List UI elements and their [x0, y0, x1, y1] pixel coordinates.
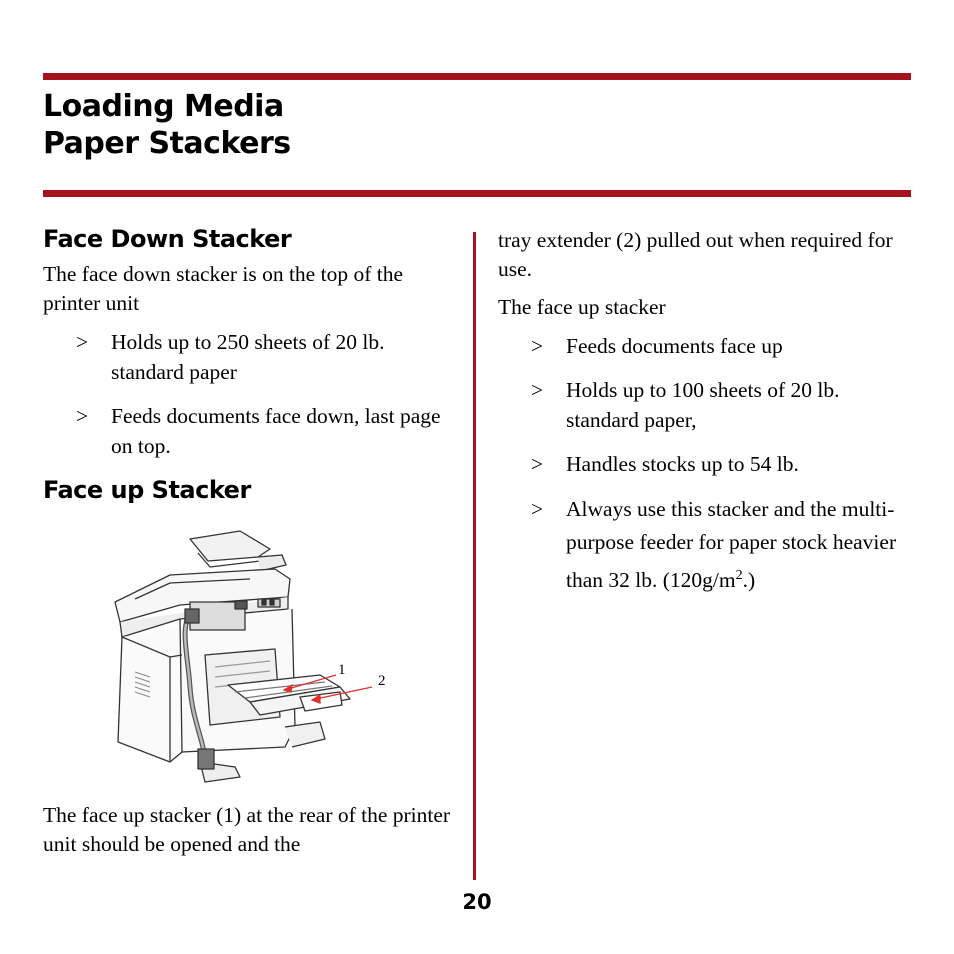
face-up-description: The face up stacker (1) at the rear of the printer unit should be opened and the [43, 803, 451, 856]
bullet-text-end: .) [742, 568, 756, 593]
bullet-text: Feeds documents face down, last page on top. [111, 404, 441, 458]
list-item [43, 401, 453, 461]
face-up-intro: The face up stacker [498, 295, 666, 319]
right-column [498, 226, 898, 597]
printer-illustration [110, 527, 400, 785]
column-divider [473, 232, 476, 880]
bullet-text: Feeds documents face up [566, 334, 783, 358]
bullet-mark: > [531, 452, 544, 476]
title-line-2: Paper Stackers [43, 126, 291, 161]
list-item [498, 331, 898, 361]
bullet-text: Always use this stacker and the multi-purpose feeder for paper stock heavier than 32 lb. (120g/m [566, 497, 897, 593]
bullet-mark: > [531, 378, 544, 402]
callout-2: 2 [378, 673, 386, 689]
header-bottom-rule [43, 190, 911, 197]
face-down-intro: The face down stacker is on the top of the printer unit [43, 262, 403, 315]
callout-1: 1 [338, 662, 346, 678]
bullet-text: Handles stocks up to 54 lb. [566, 452, 799, 476]
list-item [498, 375, 898, 435]
continuation-text: tray extender (2) pulled out when required for use. [498, 228, 893, 281]
face-down-heading: Face Down Stacker [43, 225, 292, 253]
header-top-rule [43, 73, 911, 80]
bullet-text: Holds up to 250 sheets of 20 lb. standard paper [111, 330, 385, 384]
face-up-heading: Face up Stacker [43, 476, 251, 504]
list-item [498, 493, 898, 597]
superscript: 2 [735, 568, 743, 583]
bullet-mark: > [76, 330, 89, 354]
left-column [43, 224, 453, 511]
bullet-mark: > [531, 497, 544, 521]
title-line-1: Loading Media [43, 89, 284, 124]
bullet-text: Holds up to 100 sheets of 20 lb. standard paper, [566, 378, 840, 432]
bullet-mark: > [76, 404, 89, 428]
bullet-mark: > [531, 334, 544, 358]
list-item [43, 327, 453, 387]
list-item [498, 449, 898, 479]
page-number: 20 [462, 890, 492, 914]
page-title [43, 88, 291, 162]
